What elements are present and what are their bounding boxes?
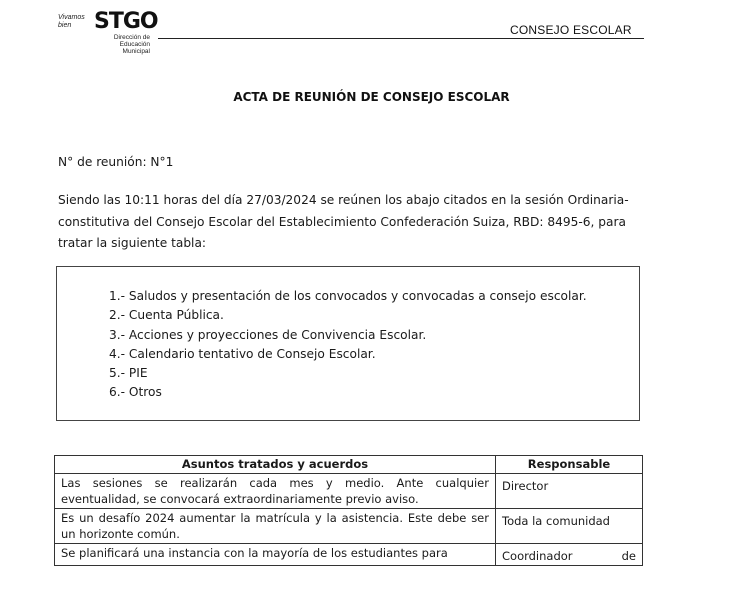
agenda-list bbox=[109, 287, 587, 403]
agenda-item: 5.- PIE bbox=[109, 366, 148, 381]
topic-cell: Se planificará una instancia con la mayoría de los estudiantes para bbox=[55, 544, 496, 566]
agenda-item: 6.- Otros bbox=[109, 385, 162, 400]
topic-cell: Es un desafío 2024 aumentar la matrícula y la asistencia. Este debe ser un horizonte común. bbox=[55, 509, 496, 544]
column-header-topic: Asuntos tratados y acuerdos bbox=[55, 456, 496, 474]
topic-cell: Las sesiones se realizarán cada mes y medio. Ante cualquier eventualidad, se convocará extraordinariamente previo aviso. bbox=[55, 474, 496, 509]
intro-paragraph: Siendo las 10:11 horas del día 27/03/2024 se reúnen los abajo citados en la sesión Ordinaria-constitutiva del Consejo Escolar del Establecimiento Confederación Suiza, RBD: 8495-6, para tratar la siguiente tabla: bbox=[58, 193, 629, 250]
logo-subtitle: Dirección de Educación Municipal bbox=[113, 34, 150, 55]
header-section-title: CONSEJO ESCOLAR bbox=[510, 23, 632, 37]
table-row bbox=[55, 509, 643, 544]
logo bbox=[58, 8, 158, 58]
page-bottom-mask bbox=[0, 566, 743, 590]
agenda-item: 4.- Calendario tentativo de Consejo Escolar. bbox=[109, 346, 376, 361]
responsible-cell: Coordinador de bbox=[496, 544, 643, 566]
table-header-row bbox=[55, 456, 643, 474]
logo-brand: STGO bbox=[94, 9, 158, 34]
table-row bbox=[55, 544, 643, 566]
logo-tagline: Vivamos bien bbox=[58, 14, 85, 29]
header-divider bbox=[158, 38, 644, 39]
meeting-number: N° de reunión: N°1 bbox=[58, 155, 174, 169]
responsible-cell: Toda la comunidad bbox=[496, 509, 643, 544]
agenda-item: 2.- Cuenta Pública. bbox=[109, 308, 224, 323]
agenda-item: 3.- Acciones y proyecciones de Convivencia Escolar. bbox=[109, 327, 427, 342]
column-header-responsible: Responsable bbox=[496, 456, 643, 474]
minutes-table bbox=[54, 455, 643, 566]
document-title: ACTA DE REUNIÓN DE CONSEJO ESCOLAR bbox=[233, 90, 510, 104]
responsible-cell: Director bbox=[496, 474, 643, 509]
table-row bbox=[55, 474, 643, 509]
agenda-item: 1.- Saludos y presentación de los convocados y convocadas a consejo escolar. bbox=[109, 289, 587, 303]
